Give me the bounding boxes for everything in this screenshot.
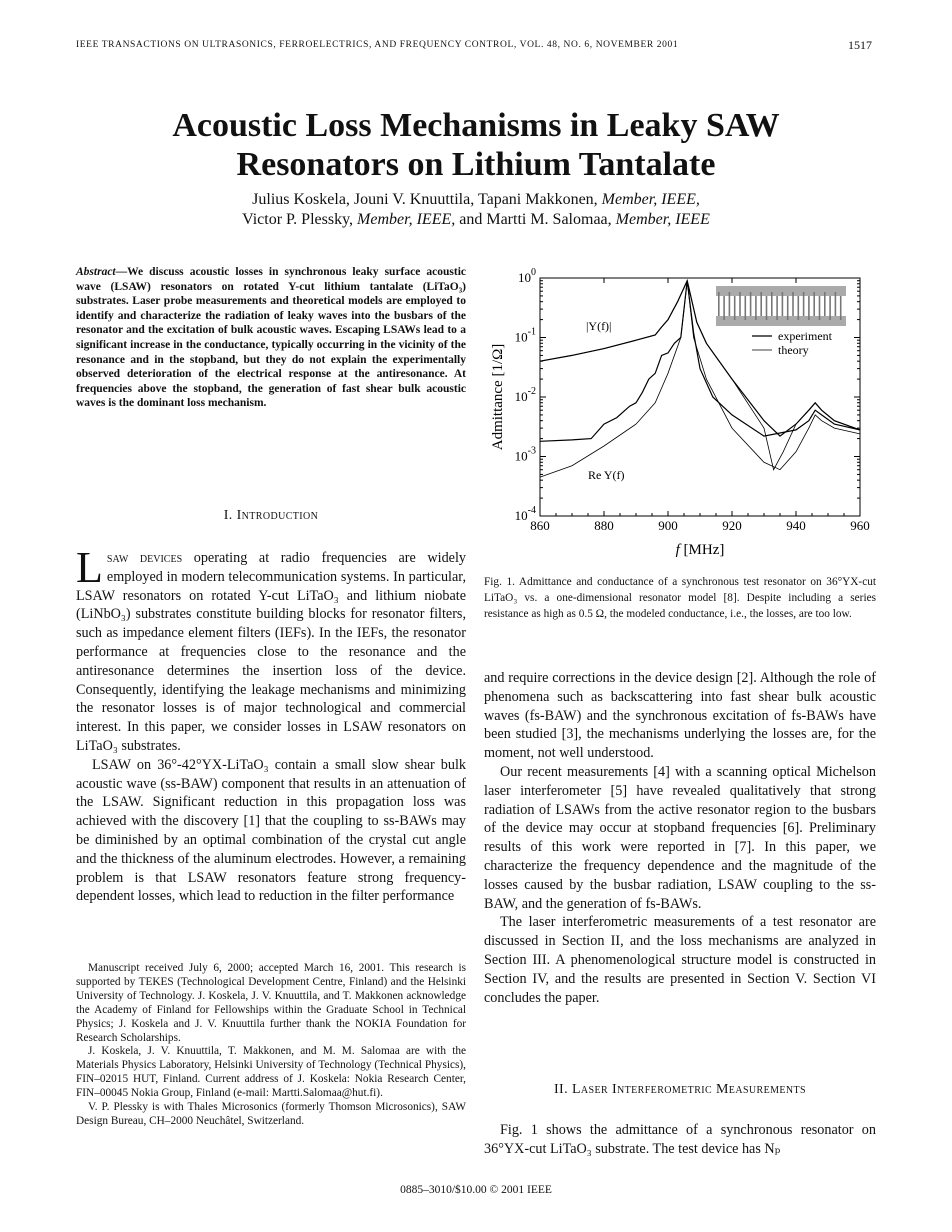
section-2-title: Laser Interferometric Measurements bbox=[571, 1082, 806, 1097]
electrode-finger bbox=[739, 292, 741, 316]
electrode-finger bbox=[803, 292, 805, 316]
x-axis-label: f [MHz] bbox=[675, 542, 725, 558]
electrode-finger bbox=[808, 296, 810, 320]
electrode-finger bbox=[824, 292, 826, 316]
y-tick-label: $10^{-3}$ bbox=[514, 445, 536, 464]
col2-paragraph-3: The laser interferometric measurements of a test resonator are discussed in Section II, and the loss mechanisms are analyzed in Section III. A phenomenological structure model is constructed in Section IV, and the results are presented in Section V. Section VI concludes the paper. bbox=[484, 914, 876, 1006]
legend-label: experiment bbox=[778, 329, 832, 343]
series-line-2 bbox=[540, 281, 860, 442]
author-line-2 bbox=[0, 210, 952, 230]
annotation-abs-y: |Y(f)| bbox=[586, 319, 612, 333]
footnote-manuscript: Manuscript received July 6, 2000; accepted March 16, 2001. This research is supported by TEKES (Technological Development Centre, Finland) and the Helsinki University of Technology. J. Koskela, J. V. Knuuttila, and T. Makkonen acknowledge the Academy of Finland for Fellowships within the Graduate School in Technical Physics; J. Koskela and J. V. Knuuttila further thank the NOKIA Foundation for Research Scholarships. bbox=[76, 962, 466, 1044]
y-axis-label: Admittance [1/Ω] bbox=[490, 343, 506, 451]
copyright-footer: 0885–3010/$10.00 © 2001 IEEE bbox=[400, 1184, 552, 1196]
electrode-finger bbox=[776, 296, 778, 320]
busbar-top bbox=[716, 286, 846, 296]
y-tick-label: $10^0$ bbox=[518, 267, 536, 285]
intro-p1-text: operating at radio frequencies are widely employed in modern telecommunication systems. In particular, LSAW resonators on rotated Y-cut LiTaO₃ and lithium niobate (LiNbO₃) substrates constitute building blocks for resonator filters, such as impedance element filters (IEFs). In the IEFs, the resonator performance at frequencies close to the resonance and the antiresonance determines the insertion loss of the device. Consequently, identifying the leakage mechanisms and minimizing the resonator losses is of major technological and commercial interest. In this paper, we consider losses in LSAW resonators on LiTaO₃ substrates. bbox=[76, 550, 466, 754]
electrode-finger bbox=[723, 296, 725, 320]
electrode-finger bbox=[835, 292, 837, 316]
electrode-finger bbox=[787, 296, 789, 320]
author-names-1: Julius Koskela, Jouni V. Knuuttila, Tapani Makkonen, bbox=[252, 191, 602, 208]
member-label-2: Member, IEEE, bbox=[357, 211, 456, 228]
section-heading-introduction bbox=[76, 508, 466, 524]
footnotes bbox=[76, 962, 466, 1129]
section-2-number: II. bbox=[554, 1082, 572, 1097]
x-tick-label: 920 bbox=[722, 518, 742, 533]
electrode-finger bbox=[840, 296, 842, 320]
author-line-1 bbox=[0, 190, 952, 210]
electrode-finger bbox=[755, 296, 757, 320]
y-tick-label: $10^{-1}$ bbox=[514, 326, 536, 345]
figure-caption: Fig. 1. Admittance and conductance of a synchronous test resonator on 36°YX-cut LiTaO₃ vs. a one-dimensional resonator model [8]. Despite including a series resistance as high as 0.5 Ω, the modeled conductance, i.e., the losses, are too low. bbox=[484, 576, 876, 621]
electrode-finger bbox=[729, 292, 731, 316]
electrode-finger bbox=[750, 292, 752, 316]
x-tick-label: 900 bbox=[658, 518, 678, 533]
footnote-affiliation: J. Koskela, J. V. Knuuttila, T. Makkonen, and M. M. Salomaa are with the Materials Physics Laboratory, Helsinki University of Technology (Technical Physics), FIN–02015 HUT, Finland. Current address of J. Koskela: Nokia Research Center, FIN–00045 Nokia Group, Finland (e-mail: Martti.Salomaa@hut.fi). bbox=[76, 1045, 466, 1100]
resonator-inset-icon bbox=[716, 286, 846, 326]
abstract-label: Abstract bbox=[76, 266, 116, 278]
right-column-body bbox=[484, 669, 876, 1007]
title-line-2: Resonators on Lithium Tantalate bbox=[236, 146, 716, 183]
annotation-re-y: Re Y(f) bbox=[588, 468, 625, 482]
x-tick-label: 960 bbox=[850, 518, 870, 533]
plot-labels bbox=[490, 267, 870, 558]
col2-paragraph-2: Our recent measurements [4] with a scanning optical Michelson laser interferometer [5] have revealed qualitatively that strong radiation of LSAWs from the active resonator region to the busbars of the device may occur at stopband frequencies [6]. Preliminary results of this work were reported in [7]. In this paper, we characterize the frequency dependence and the magnitude of the losses caused by the busbar radiation, LSAW coupling to the ss-BAW, and the generation of fs-BAWs. bbox=[484, 763, 876, 912]
col2-paragraph-1: and require corrections in the device design [2]. Although the role of phenomena such as backscattering into fast shear bulk acoustic waves (fs-BAW) and the synchronous excitation of fs-BAWs have been studied [3], the mechanisms underlying the losses are, for the moment, not well understood. bbox=[484, 670, 876, 762]
abstract bbox=[76, 265, 466, 411]
electrode-finger bbox=[734, 296, 736, 320]
section-heading-laser bbox=[484, 1082, 876, 1098]
footnote-plessky: V. P. Plessky is with Thales Microsonics (formerly Thomson Microsonics), SAW Design Bureau, CH–2000 Neuchâtel, Switzerland. bbox=[76, 1101, 466, 1127]
author-name-salomaa: and Martti M. Salomaa, bbox=[455, 211, 616, 228]
member-label-1: Member, IEEE, bbox=[601, 191, 700, 208]
section-1-number: I. bbox=[223, 508, 237, 523]
author-list bbox=[0, 190, 952, 230]
electrode-finger bbox=[771, 292, 773, 316]
plot-lines bbox=[540, 281, 860, 477]
left-column-body bbox=[76, 543, 466, 906]
legend-label: theory bbox=[778, 343, 809, 357]
author-name-plessky: Victor P. Plessky, bbox=[242, 211, 358, 228]
member-label-3: Member, IEEE bbox=[615, 211, 710, 228]
electrode-finger bbox=[813, 292, 815, 316]
intro-lead-words: saw devices bbox=[106, 550, 183, 566]
electrode-finger bbox=[782, 292, 784, 316]
x-tick-label: 940 bbox=[786, 518, 806, 533]
electrode-finger bbox=[718, 292, 720, 316]
electrode-finger bbox=[792, 292, 794, 316]
running-head: IEEE TRANSACTIONS ON ULTRASONICS, FERROELECTRICS, AND FREQUENCY CONTROL, VOL. 48, NO. 6, NOVEMBER 2001 bbox=[76, 40, 679, 50]
series-line-1 bbox=[540, 281, 860, 470]
y-tick-label: $10^{-2}$ bbox=[514, 386, 536, 404]
page-number: 1517 bbox=[848, 38, 872, 52]
electrode-finger bbox=[766, 296, 768, 320]
col2-paragraph-4: Fig. 1 shows the admittance of a synchronous resonator on 36°YX-cut LiTaO₃ substrate. The test device has Nₚ bbox=[484, 1122, 876, 1157]
right-column-body-2 bbox=[484, 1121, 876, 1159]
electrode-finger bbox=[798, 296, 800, 320]
electrode-finger bbox=[829, 296, 831, 320]
electrode-finger bbox=[745, 296, 747, 320]
x-tick-label: 880 bbox=[594, 518, 614, 533]
intro-paragraph-2: LSAW on 36°-42°YX-LiTaO₃ contain a small slow shear bulk acoustic wave (ss-BAW) component that results in an attenuation of the LSAW. Significant reduction in this propagation loss was achieved with the discovery [1] that the coupling to ss-BAWs may be diminished by an optimal combination of the crystal cut angle and the thickness of the aluminum electrodes. However, a remaining problem is that LSAW resonators feature strong frequency-dependent losses, which lead to reduction in the filter performance bbox=[76, 756, 466, 905]
section-1-title: Introduction bbox=[236, 508, 319, 523]
abstract-text: —We discuss acoustic losses in synchronous leaky surface acoustic wave (LSAW) resonators on rotated Y-cut lithium tantalate (LiTaO₃) substrates. Laser probe measurements and theoretical models are employed to identify and characterize the radiation of leaky waves into the busbars of the resonator and the excitation of bulk acoustic waves. Escaping LSAWs lead to a significant increase in the conductance, typically occurring in the vicinity of the resonance and in the stopband, but they do not explain the experimentally observed deterioration of the electrical response at the antiresonance. At frequencies above the stopband, the generation of fast shear bulk acoustic waves is the dominant loss mechanism. bbox=[76, 266, 466, 410]
drop-cap: L bbox=[76, 543, 103, 592]
intro-paragraph-1 bbox=[76, 543, 466, 756]
y-tick-label: $10^{-4}$ bbox=[514, 505, 536, 523]
figure-admittance-chart bbox=[484, 258, 884, 564]
x-tick-label: 860 bbox=[530, 518, 550, 533]
title-line-1: Acoustic Loss Mechanisms in Leaky SAW bbox=[172, 107, 780, 144]
electrode-finger bbox=[760, 292, 762, 316]
paper-title bbox=[0, 106, 952, 184]
series-line-3 bbox=[540, 281, 860, 477]
electrode-finger bbox=[819, 296, 821, 320]
